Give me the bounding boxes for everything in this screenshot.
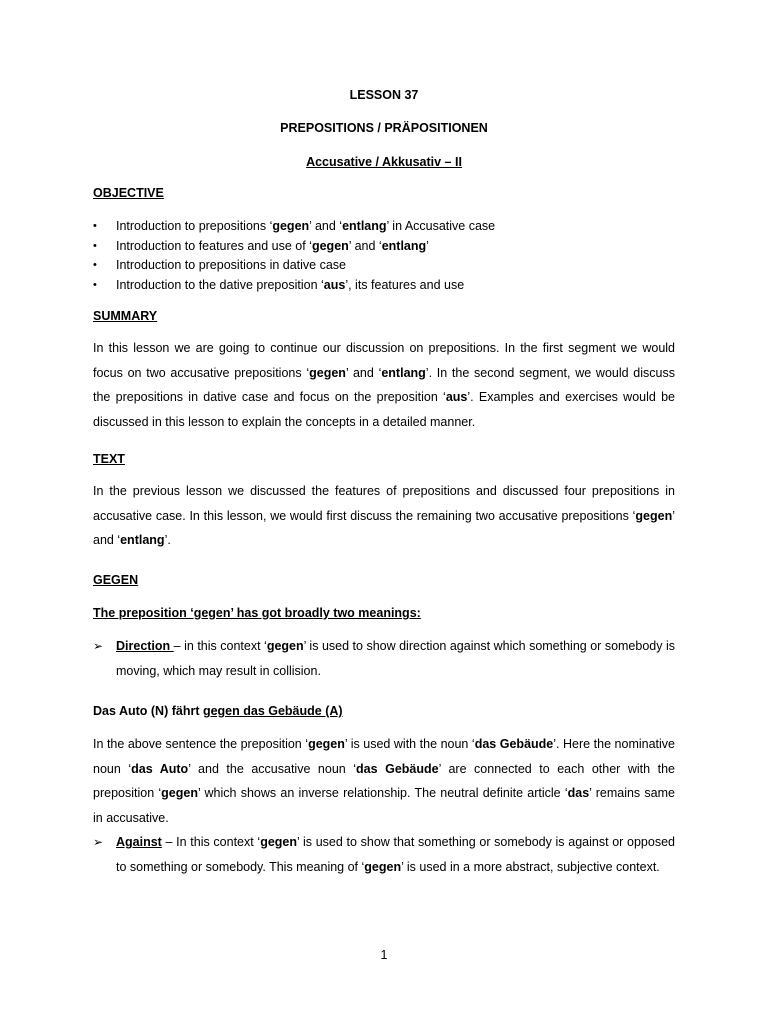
meanings-heading: The preposition ‘gegen’ has got broadly two meanings: <box>93 606 421 620</box>
subtopic-title-wrap <box>93 155 675 169</box>
term: entlang <box>120 533 165 547</box>
objective-item <box>93 276 675 296</box>
summary-heading: SUMMARY <box>93 309 158 323</box>
term: gegen <box>161 786 198 800</box>
text-run: Introduction to prepositions ‘ <box>116 219 273 233</box>
term: gegen <box>311 238 349 253</box>
objective-item-text <box>116 256 346 276</box>
objective-item <box>93 237 675 257</box>
text-run: ’ and ‘ <box>93 508 675 547</box>
direction-text <box>116 634 675 683</box>
bullet-icon: • <box>93 259 97 271</box>
against-text <box>116 830 675 879</box>
text-run: Introduction to prepositions in dative case <box>116 258 346 272</box>
objective-item-text <box>116 217 495 237</box>
gegen-heading-wrap <box>93 573 675 587</box>
text-paragraph <box>93 479 675 553</box>
text-run: ’ which shows an inverse relationship. The neutral definite article ‘ <box>197 786 568 800</box>
lesson-title: LESSON 37 <box>349 88 419 102</box>
term: das Auto <box>131 761 189 776</box>
term: das Gebäude <box>356 761 439 776</box>
bullet-icon: • <box>93 220 97 232</box>
against-label: Against <box>116 835 162 849</box>
text-run: ’ and ‘ <box>348 238 382 253</box>
term: das <box>567 786 590 800</box>
text-run: ’, its features and use <box>345 277 465 292</box>
objective-item <box>93 256 675 276</box>
term: gegen <box>309 365 346 380</box>
text-run: ’ and ‘ <box>309 219 343 233</box>
objective-list <box>93 217 675 295</box>
text-run: – in this context ‘ <box>173 639 267 653</box>
bullet-icon: • <box>93 278 97 291</box>
term: entlang <box>381 238 427 253</box>
text-run: ’ in Accusative case <box>386 219 496 233</box>
direction-item <box>93 634 675 683</box>
term: gegen <box>364 859 402 874</box>
objective-item-text <box>116 237 429 257</box>
term: gegen <box>272 219 310 233</box>
text-run: In the above sentence the preposition ‘ <box>93 737 309 751</box>
text-heading: TEXT <box>93 452 125 466</box>
text-run: – In this context ‘ <box>161 835 261 849</box>
text-run: ’. In the second segment, we would discuss the prepositions in dative case and focus on the preposition ‘ <box>93 365 675 404</box>
text-run: ’ and ‘ <box>345 365 382 380</box>
term: aus <box>323 277 346 292</box>
bullet-icon: • <box>93 239 97 252</box>
text-run: In the previous lesson we discussed the features of prepositions and discussed four prepositions in accusative case. In this lesson, we would first discuss the remaining two accusative prepositions ‘ <box>93 484 675 523</box>
arrow-bullet-icon: ➢ <box>93 639 104 653</box>
against-item <box>93 830 675 879</box>
text-run: ’. Examples and exercises would be discussed in this lesson to explain the concepts in a detailed manner. <box>93 390 676 429</box>
text-run: ’ are connected to each other with the preposition ‘ <box>93 761 676 800</box>
topic-title: PREPOSITIONS / PRÄPOSITIONEN <box>280 121 488 135</box>
objective-heading-wrap <box>93 186 675 200</box>
term: entlang <box>342 219 387 233</box>
subtopic-title: Accusative / Akkusativ – II <box>306 155 462 169</box>
text-run: Introduction to the dative preposition ‘ <box>116 277 324 292</box>
text-heading-wrap <box>93 452 675 466</box>
text-run: ’. <box>164 533 171 547</box>
term: gegen <box>635 508 673 523</box>
example-underlined: gegen das Gebäude (A) <box>202 704 343 718</box>
term: gegen <box>260 835 297 849</box>
objective-item-text <box>116 276 464 296</box>
term: gegen <box>308 737 345 751</box>
explanation-paragraph <box>93 732 675 830</box>
text-run: ’ is used to show that something or somebody is against or opposed to something or somebody. This meaning of ‘ <box>116 835 675 874</box>
text-run: ’ is used in a more abstract, subjective context. <box>401 859 660 874</box>
text-run: ’ remains same in accusative. <box>93 786 675 825</box>
text-run: Introduction to features and use of ‘ <box>116 238 312 253</box>
meanings-heading-wrap <box>93 606 675 620</box>
text-run: ’ <box>426 238 429 253</box>
example-plain: Das Auto (N) fährt <box>93 704 203 718</box>
arrow-bullet-icon: ➢ <box>93 835 104 849</box>
example-sentence <box>93 704 675 718</box>
objective-heading: OBJECTIVE <box>93 186 164 200</box>
objective-item <box>93 217 675 237</box>
term: aus <box>445 390 468 404</box>
text-run: ’ and the accusative noun ‘ <box>188 761 357 776</box>
direction-label: Direction <box>116 639 174 653</box>
page-number: 1 <box>380 948 388 962</box>
term: das Gebäude <box>474 737 554 751</box>
text-run: ’. Here the nominative noun ‘ <box>93 737 676 776</box>
term: entlang <box>381 365 426 380</box>
gegen-heading: GEGEN <box>93 573 139 587</box>
text-run: ’ is used with the noun ‘ <box>344 737 475 751</box>
text-run: ’ is used to show direction against which something or somebody is moving, which may result in collision. <box>116 639 676 678</box>
summary-paragraph <box>93 336 675 434</box>
summary-heading-wrap <box>93 309 675 323</box>
term: gegen <box>266 639 304 653</box>
text-run: In this lesson we are going to continue our discussion on prepositions. In the first segment we would focus on two accusative prepositions ‘ <box>93 341 675 380</box>
